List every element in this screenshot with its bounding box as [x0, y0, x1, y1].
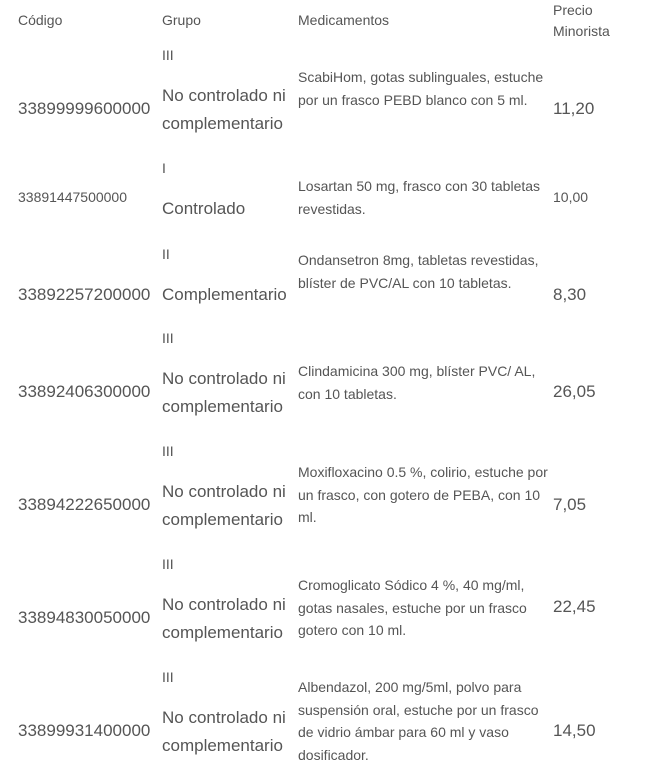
medicamento-cell: Cromoglicato Sódico 4 %, 40 mg/ml, gotas nasales, estuche por un frasco gotero con 10 ml.	[298, 577, 527, 638]
grupo-line2: complementario	[162, 114, 283, 133]
codigo-cell: 33892257200000	[18, 285, 151, 304]
grupo-line1: No controlado ni	[162, 369, 286, 388]
grupo-line1: No controlado ni	[162, 708, 286, 727]
grupo-line1: No controlado ni	[162, 482, 286, 501]
header-medicamentos: Medicamentos	[298, 12, 390, 28]
precio-cell: 8,30	[553, 285, 587, 304]
header-precio-line1: Precio	[553, 2, 593, 18]
precio-cell: 10,00	[553, 189, 589, 205]
grupo-line1: No controlado ni	[162, 595, 286, 614]
precio-cell: 7,05	[553, 495, 587, 514]
group-roman: III	[162, 47, 174, 63]
grupo-line2: complementario	[162, 510, 283, 529]
precio-cell: 22,45	[553, 597, 596, 616]
codigo-cell: 33899931400000	[18, 721, 151, 740]
codigo-cell: 33894222650000	[18, 495, 151, 514]
header-codigo: Código	[18, 12, 63, 28]
header-grupo: Grupo	[162, 12, 201, 28]
medicamento-cell: Ondansetron 8mg, tabletas revestidas, blíster de PVC/AL con 10 tabletas.	[298, 252, 539, 291]
precio-cell: 14,50	[553, 721, 596, 740]
grupo-line1: No controlado ni	[162, 86, 286, 105]
group-roman: III	[162, 443, 174, 459]
group-roman: III	[162, 330, 174, 346]
codigo-cell: 33894830050000	[18, 608, 151, 627]
medicamento-cell: Albendazol, 200 mg/5ml, polvo para suspensión oral, estuche por un frasco de vidrio ámbar para 60 ml y vaso dosificador.	[298, 679, 539, 763]
codigo-cell: 33891447500000	[18, 189, 128, 205]
codigo-cell: 33892406300000	[18, 382, 151, 401]
precio-cell: 26,05	[553, 382, 596, 401]
grupo-line1: Complementario	[162, 285, 287, 304]
medicamento-cell: Clindamicina 300 mg, blíster PVC/ AL, con 10 tabletas.	[298, 363, 536, 402]
group-roman: I	[162, 160, 166, 176]
grupo-line2: complementario	[162, 397, 283, 416]
grupo-line1: Controlado	[162, 199, 246, 218]
medicamento-cell: ScabiHom, gotas sublinguales, estuche por un frasco PEBD blanco con 5 ml.	[298, 69, 544, 108]
header-precio-line2: Minorista	[553, 23, 610, 39]
medicamento-cell: Losartan 50 mg, frasco con 30 tabletas revestidas.	[298, 178, 541, 217]
grupo-line2: complementario	[162, 623, 283, 642]
group-roman: II	[162, 246, 170, 262]
group-roman: III	[162, 556, 174, 572]
group-roman: III	[162, 669, 174, 685]
codigo-cell: 33899999600000	[18, 99, 151, 118]
grupo-line2: complementario	[162, 736, 283, 755]
medicamento-cell: Moxifloxacino 0.5 %, colirio, estuche por un frasco, con gotero de PEBA, con 10 ml.	[298, 464, 548, 525]
precio-cell: 11,20	[553, 99, 595, 118]
